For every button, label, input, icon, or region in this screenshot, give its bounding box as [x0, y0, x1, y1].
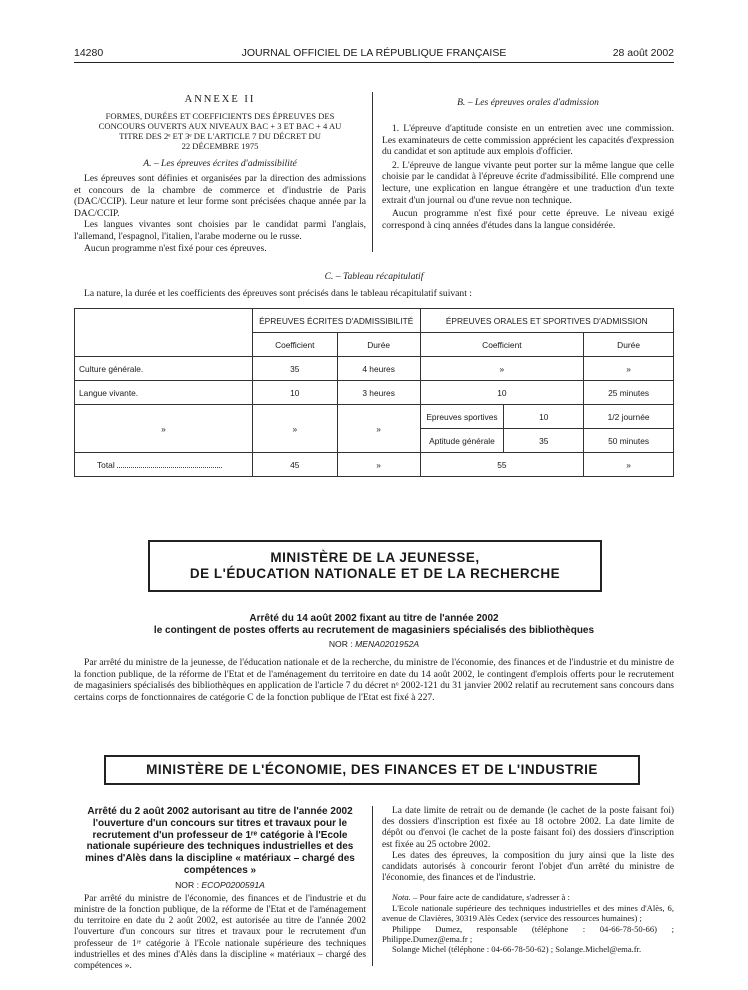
table-cell: 10 — [504, 405, 584, 429]
ministere-economie-title: MINISTÈRE DE L'ÉCONOMIE, DES FINANCES ET DE L'INDUSTRIE — [146, 762, 598, 777]
header-rule — [74, 62, 674, 63]
dates-paragraph: Les dates des épreuves, la composition du jury ainsi que la liste des candidats autorisés à concourir feront l'objet d'un arrêté du ministre de l'économie, des finances et de l'industrie. — [382, 850, 674, 884]
section-a-title: A. – Les épreuves écrites d'admissibilité — [143, 158, 297, 169]
annexe-subtitle: FORMES, DURÉES ET COEFFICIENTS DES ÉPREUVES DES CONCOURS OUVERTS AUX NIVEAUX BAC + 3 ET BAC + 4 AU TITRE DES 2ᵉ ET 3ᵉ DE L'ARTICLE 7 DU DÉCRET DU 22 DÉCEMBRE 1975 — [98, 111, 342, 151]
annexe-right-column — [382, 97, 674, 231]
recap-table — [74, 308, 674, 477]
section-b-title: B. – Les épreuves orales d'admission — [457, 97, 599, 108]
table-cell: Aptitude générale — [420, 429, 504, 453]
column-divider — [372, 806, 373, 966]
ministere-jeunesse-line1: MINISTÈRE DE LA JEUNESSE, — [270, 550, 480, 565]
table-cell: » — [584, 357, 674, 381]
section-a-paragraph: Les langues vivantes sont choisies par le candidat parmi l'anglais, l'allemand, l'espagnol, l'italien, l'arabe moderne ou le russe. — [74, 219, 366, 242]
section-a-paragraph: Les épreuves sont définies et organisées par la direction des admissions et concours de la chambre de commerce et d'industrie de Paris (DAC/CCIP). Leur nature et leur forme sont précisées chaque année par la DAC/CCIP. — [74, 173, 366, 219]
annexe-left-column — [74, 94, 366, 254]
table-subheader: Durée — [584, 333, 674, 357]
arrete-2-aout-right — [382, 806, 674, 955]
ministere-economie-box — [104, 755, 640, 785]
table-row-label: Culture générale. — [75, 357, 253, 381]
table-row — [75, 405, 674, 429]
table-row — [75, 309, 674, 333]
table-cell: 35 — [504, 429, 584, 453]
table-cell: 50 minutes — [584, 429, 674, 453]
journal-title: JOURNAL OFFICIEL DE LA RÉPUBLIQUE FRANÇAISE — [241, 47, 507, 59]
table-row-label: » — [75, 405, 253, 453]
table-row — [75, 453, 674, 477]
page-number: 14280 — [74, 47, 104, 59]
nota-line: Philippe Dumez, responsable (téléphone : 04-66-78-50-66) ; Philippe.Dumez@ema.fr ; — [382, 923, 674, 945]
table-row — [75, 357, 674, 381]
nor-economie: NOR : ECOP0200591A — [175, 879, 265, 890]
section-b-paragraph: Aucun programme n'est fixé pour cette épreuve. Le niveau exigé correspond à cinq années d'études dans la langue considérée. — [382, 208, 674, 231]
section-b-paragraph: 2. L'épreuve de langue vivante peut porter sur la même langue que celle choisie par le candidat à l'épreuve écrite d'admissibilité. Elle comprend une lecture, une explication en langue étrangère et une traduction d'un texte extrait d'un journal ou d'une revue non technique. — [382, 159, 674, 206]
table-cell: 1/2 journée — [584, 405, 674, 429]
table-cell: » — [420, 357, 584, 381]
table-cell: 25 minutes — [584, 381, 674, 405]
table-cell: » — [252, 405, 337, 453]
ministere-jeunesse-line2: DE L'ÉDUCATION NATIONALE ET DE LA RECHERCHE — [189, 566, 561, 581]
section-c-title: C. – Tableau récapitulatif — [324, 271, 424, 282]
table-subheader: Coefficient — [252, 333, 337, 357]
table-cell: 10 — [252, 381, 337, 405]
header-date: 28 août 2002 — [612, 47, 674, 59]
nota-line: Solange Michel (téléphone : 04-66-78-50-62) ; Solange.Michel@ema.fr. — [392, 944, 642, 955]
dotted-leader — [117, 467, 222, 468]
table-cell: 10 — [420, 381, 584, 405]
table-cell: Epreuves sportives — [420, 405, 504, 429]
arrete-2-aout-title: Arrêté du 2 août 2002 autorisant au titre de l'année 2002 l'ouverture d'un concours sur titres et travaux pour le recrutement d'un professeur de 1ʳᵉ catégorie à l'Ecole nationale supérieure des techniques industrielles et des mines d'Alès dans la discipline « matériaux – chargé des compétences » — [85, 806, 355, 876]
arrete-14-aout-title: Arrêté du 14 août 2002 fixant au titre de l'année 2002 le contingent de postes offerts au recrutement de magasiniers spécialisés des bibliothèques — [153, 613, 595, 636]
arrete-2-aout-paragraph: Par arrêté du ministre de l'économie, des finances et de l'industrie et du ministre de la fonction publique, de la réforme de l'Etat et de l'aménagement du territoire en date du 2 août 2002, est autorisée au titre de l'année 2002 l'ouverture d'un concours sur titres et travaux pour le recrutement d'un professeur de 1ʳᵉ catégorie à l'Ecole nationale supérieure des techniques industrielles et des mines d'Alès dans la discipline « matériaux – chargé des compétences ». — [74, 893, 366, 971]
table-cell: 3 heures — [337, 381, 420, 405]
table-subheader: Durée — [337, 333, 420, 357]
ministere-jeunesse-box — [148, 540, 602, 592]
arrete-14-aout-paragraph: Par arrêté du ministre de la jeunesse, de l'éducation nationale et de la recherche, du ministre de l'économie, des finances et de l'industrie et du ministre de la fonction publique, de la réforme de l'Etat et de l'aménagement du territoire en date du 14 août 2002, le contingent d'emplois offerts pour le recrutement de magasiniers spécialisés des bibliothèques en application de l'article 7 du décret nᵒ 2002-121 du 31 janvier 2002 relatif au recrutement sans concours dans certains corps de fonctionnaires de catégorie C de la fonction publique de l'Etat est fixé à 227. — [74, 657, 674, 703]
nota-line: L'Ecole nationale supérieure des techniques industrielles et des mines d'Alès, 6, avenue de Clavières, 30319 Alès Cedex (service des ressources humaines) ; — [382, 902, 674, 924]
table-cell: » — [337, 405, 420, 453]
table-cell: » — [584, 453, 674, 477]
column-divider — [372, 92, 373, 252]
annexe-title: ANNEXE II — [184, 94, 256, 105]
table-row-label: Langue vivante. — [75, 381, 253, 405]
table-cell: 55 — [420, 453, 584, 477]
table-cell: 35 — [252, 357, 337, 381]
table-cell — [75, 309, 253, 357]
table-cell: » — [337, 453, 420, 477]
table-cell: 45 — [252, 453, 337, 477]
table-group-header: ÉPREUVES ORALES ET SPORTIVES D'ADMISSION — [420, 309, 673, 333]
nota-heading: Nota. – Pour faire acte de candidature, s'adresser à : — [392, 892, 570, 903]
table-row-label: Total — [75, 453, 253, 477]
section-a-paragraph: Aucun programme n'est fixé pour ces épreuves. — [84, 242, 267, 254]
table-row — [75, 381, 674, 405]
section-b-paragraph: 1. L'épreuve d'aptitude consiste en un entretien avec une commission. Les examinateurs de cette commission apprécient les capacités d'expression du candidat et son aptitude aux emplois d'officier. — [382, 123, 674, 158]
table-cell: 4 heures — [337, 357, 420, 381]
table-group-header: ÉPREUVES ÉCRITES D'ADMISSIBILITÉ — [252, 309, 420, 333]
dates-paragraph: La date limite de retrait ou de demande (le cachet de la poste faisant foi) des dossiers d'inscription est fixée au 18 octobre 2002. La date limite de dépôt ou d'envoi (le cachet de la poste faisant foi) des dossiers d'inscription est fixée au 25 octobre 2002. — [382, 806, 674, 850]
section-c-intro: La nature, la durée et les coefficients des épreuves sont précisés dans le tableau récapitulatif suivant : — [84, 288, 472, 299]
table-subheader: Coefficient — [420, 333, 584, 357]
arrete-2-aout-left — [74, 806, 366, 972]
nor-jeunesse: NOR : MENA0201952A — [328, 639, 420, 649]
